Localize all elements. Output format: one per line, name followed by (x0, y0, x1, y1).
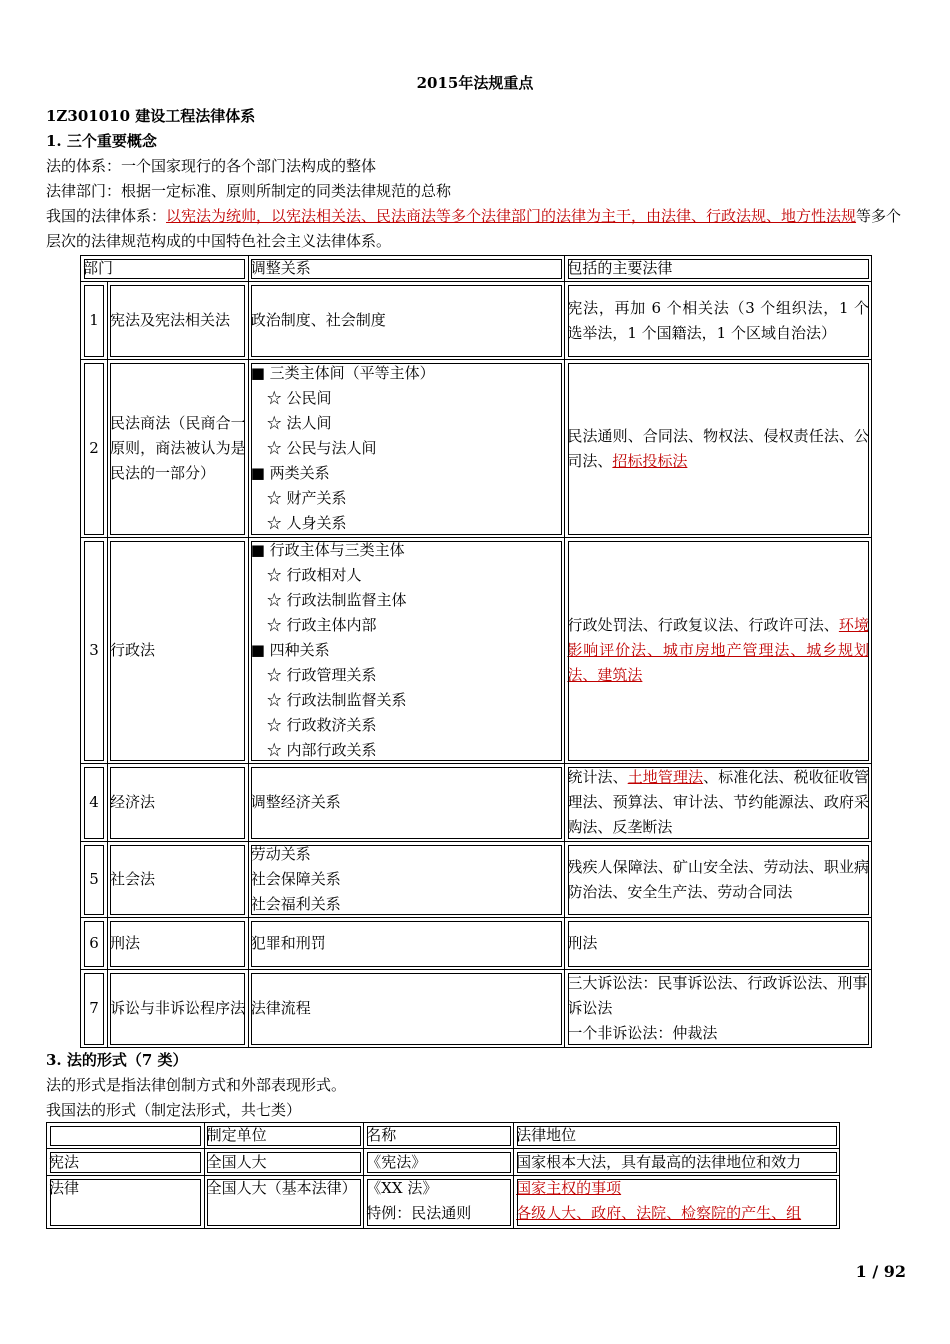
relation-item: ☆ 行政法制监督主体 (266, 591, 407, 609)
row-number: 7 (81, 970, 108, 1048)
laws-cell: 刑法 (565, 918, 872, 970)
table-row (81, 360, 872, 538)
laws-highlight: 招标投标法 (612, 451, 688, 470)
form-cell: 法律 (47, 1176, 205, 1229)
laws-text: 、标准化法、税收征收管理法、预算法、审计法、节约能源法、政府采购法、反垄断法 (567, 768, 869, 836)
laws-text: 统计法、 (567, 768, 628, 786)
table-header-row (81, 256, 872, 282)
relation-item: ■ 四种关系 (250, 641, 330, 659)
relation-item: ☆ 行政法制监督关系 (266, 691, 407, 709)
relation-item: ☆ 法人间 (266, 414, 332, 432)
law-forms-table (46, 1122, 840, 1229)
relation-cell (248, 842, 565, 918)
header-relation: 调整关系 (248, 256, 565, 282)
concepts-heading: 1. 三个重要概念 (46, 132, 157, 150)
section-heading: 1Z301010 建设工程法律体系 (46, 107, 256, 125)
document-title: 2015年法规重点 (416, 74, 534, 92)
status-highlight: 国家主权的事项 (516, 1179, 622, 1197)
definition-legal-department: 法律部门：根据一定标准、原则所制定的同类法律规范的总称 (46, 182, 452, 200)
department-name: 宪法及宪法相关法 (107, 282, 248, 360)
relation-item: ■ 三类主体间（平等主体） (250, 364, 435, 382)
header-name: 名称 (364, 1123, 514, 1149)
status-cell (514, 1176, 840, 1229)
row-number: 2 (81, 360, 108, 538)
relation-item: 社会福利关系 (250, 895, 341, 913)
relation-item: ☆ 公民间 (266, 389, 332, 407)
highlighted-definition: 以宪法为统帅，以宪法相关法、民法商法等多个法律部门的法律为主干，由法律、行政法规、地方性法规 (166, 207, 857, 225)
status-highlight: 各级人大、政府、法院、检察院的产生、组 (516, 1204, 802, 1222)
relation-cell: 法律流程 (248, 970, 565, 1048)
table-row (81, 842, 872, 918)
name-line: 特例：民法通则 (366, 1204, 472, 1222)
relation-item: ☆ 行政主体内部 (266, 616, 377, 634)
unit-cell: 全国人大 (204, 1149, 364, 1176)
table-row (81, 970, 872, 1048)
table-row (47, 1176, 840, 1229)
header-form (47, 1123, 205, 1149)
department-name: 行政法 (107, 538, 248, 764)
relation-item: ■ 两类关系 (250, 464, 330, 482)
forms-intro: 我国法的形式（制定法形式，共七类） (46, 1101, 302, 1119)
relation-item: ☆ 行政管理关系 (266, 666, 377, 684)
header-status: 法律地位 (514, 1123, 840, 1149)
table-row (81, 282, 872, 360)
name-cell (364, 1176, 514, 1229)
relation-item: ☆ 人身关系 (266, 514, 347, 532)
department-name: 社会法 (107, 842, 248, 918)
laws-highlight: 环境影响评价法、城市房地产管理法、城乡规划法、建筑法 (567, 616, 869, 684)
laws-line: 一个非诉讼法：仲裁法 (567, 1024, 718, 1042)
definition-continuation: 等多个层次的法律规范构成的中国特色社会主义法律体系。 (46, 207, 902, 250)
forms-definition: 法的形式是指法律创制方式和外部表现形式。 (46, 1076, 347, 1094)
name-line: 《XX 法》 (366, 1179, 438, 1197)
definition-label: 我国的法律体系： (46, 207, 167, 225)
department-name: 刑法 (107, 918, 248, 970)
relation-item: ☆ 公民与法人间 (266, 439, 377, 457)
table-row (81, 538, 872, 764)
header-unit: 制定单位 (204, 1123, 364, 1149)
row-number: 1 (81, 282, 108, 360)
relation-item: ☆ 行政救济关系 (266, 716, 377, 734)
legal-departments-table (80, 255, 872, 1048)
laws-line: 三大诉讼法：民事诉讼法、行政诉讼法、刑事诉讼法 (567, 974, 868, 1017)
definition-national-legal-system (46, 204, 904, 254)
relation-item: ■ 行政主体与三类主体 (250, 541, 405, 559)
relation-item: ☆ 内部行政关系 (266, 741, 377, 759)
laws-cell (565, 538, 872, 764)
table-row (81, 918, 872, 970)
laws-cell (565, 360, 872, 538)
forms-heading: 3. 法的形式（7 类） (46, 1051, 188, 1069)
relation-item: ☆ 行政相对人 (266, 566, 362, 584)
laws-text: 行政处罚法、行政复议法、行政许可法、 (567, 616, 839, 634)
relation-cell: 犯罪和刑罚 (248, 918, 565, 970)
laws-cell (565, 970, 872, 1048)
relation-cell (248, 538, 565, 764)
page-number: 1 / 92 (855, 1262, 906, 1281)
department-name: 经济法 (107, 764, 248, 842)
row-number: 3 (81, 538, 108, 764)
relation-cell (248, 360, 565, 538)
department-name: 诉讼与非诉讼程序法 (107, 970, 248, 1048)
relation-item: 劳动关系 (250, 845, 311, 863)
name-cell: 《宪法》 (364, 1149, 514, 1176)
header-department: 部门 (81, 256, 249, 282)
definition-legal-system: 法的体系：一个国家现行的各个部门法构成的整体 (46, 157, 377, 175)
laws-cell (565, 764, 872, 842)
row-number: 6 (81, 918, 108, 970)
laws-cell: 残疾人保障法、矿山安全法、劳动法、职业病防治法、安全生产法、劳动合同法 (565, 842, 872, 918)
laws-cell: 宪法，再加 6 个相关法（3 个组织法，1 个选举法，1 个国籍法，1 个区域自治法） (565, 282, 872, 360)
status-cell: 国家根本大法，具有最高的法律地位和效力 (514, 1149, 840, 1176)
row-number: 5 (81, 842, 108, 918)
unit-cell: 全国人大（基本法律） (204, 1176, 364, 1229)
table-header-row (47, 1123, 840, 1149)
table-row (81, 764, 872, 842)
laws-text: 民法通则、合同法、物权法、侵权责任法、公司法、 (567, 426, 869, 470)
relation-item: ☆ 财产关系 (266, 489, 347, 507)
row-number: 4 (81, 764, 108, 842)
relation-item: 社会保障关系 (250, 870, 341, 888)
relation-cell: 政治制度、社会制度 (248, 282, 565, 360)
relation-cell: 调整经济关系 (248, 764, 565, 842)
laws-highlight: 土地管理法 (627, 768, 704, 786)
form-cell: 宪法 (47, 1149, 205, 1176)
table-row (47, 1149, 840, 1176)
header-main-laws: 包括的主要法律 (565, 256, 872, 282)
department-name: 民法商法（民商合一原则，商法被认为是民法的一部分） (107, 360, 248, 538)
